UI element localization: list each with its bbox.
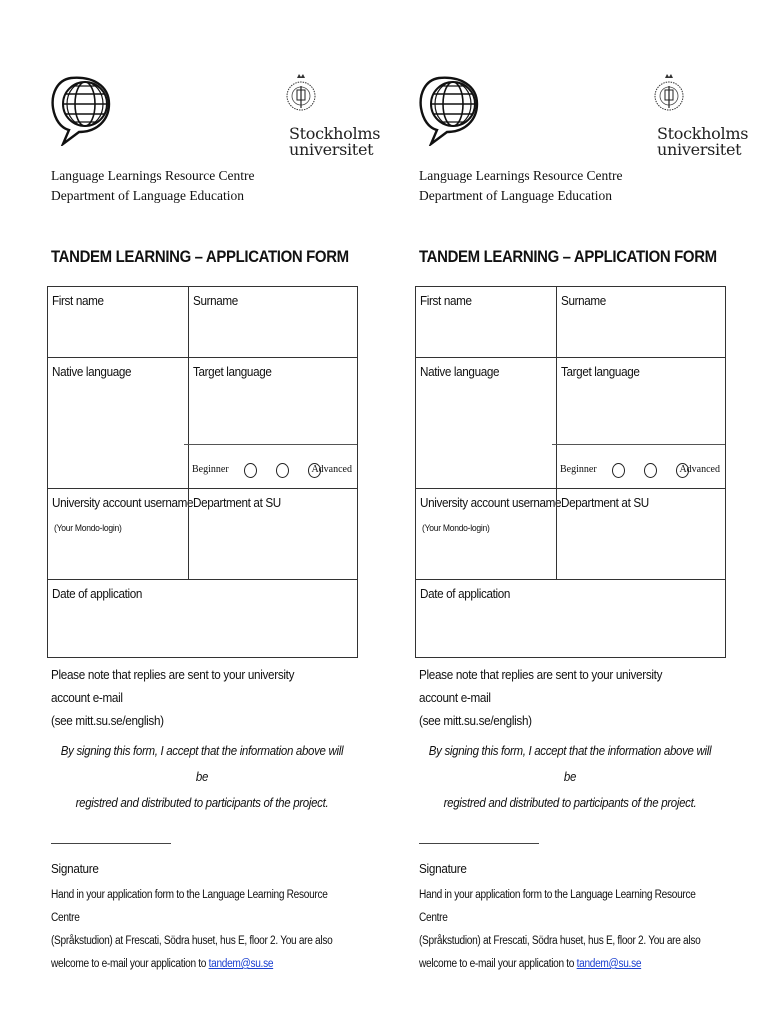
first-name-field[interactable]	[48, 287, 188, 357]
native-language-label: Native language	[52, 364, 132, 379]
signature-label: Signature	[51, 861, 99, 876]
language-level-scale	[560, 462, 720, 478]
wordmark-line1: Stockholms	[657, 124, 749, 143]
name-row	[48, 287, 357, 357]
name-row	[416, 287, 725, 357]
language-row	[416, 357, 725, 488]
date-label: Date of application	[52, 586, 143, 601]
account-row	[48, 488, 357, 579]
form-grid	[415, 286, 726, 658]
handin-line3-wrap	[419, 953, 718, 976]
reply-note	[51, 663, 330, 732]
advanced-label: Advanced	[311, 464, 352, 475]
date-label: Date of application	[420, 586, 511, 601]
username-hint: (Your Mondo-login)	[54, 523, 122, 534]
reply-note	[419, 663, 698, 732]
first-name-field[interactable]	[416, 287, 556, 357]
level-radio-2[interactable]	[276, 463, 289, 478]
department-label: Department at SU	[561, 495, 649, 510]
handin-line1: Hand in your application form to the Language Learning Resource Centre	[51, 889, 328, 924]
university-wordmark	[657, 126, 748, 158]
application-form-left	[47, 0, 381, 1024]
consent-statement	[427, 738, 712, 816]
form-title: TANDEM LEARNING – APPLICATION FORM	[419, 247, 717, 266]
hand-in-instructions	[51, 884, 350, 976]
email-link[interactable]: tandem@su.se	[208, 958, 274, 970]
date-row	[48, 579, 357, 657]
consent-statement	[59, 738, 344, 816]
application-form-right	[415, 0, 749, 1024]
consent-line1: By signing this form, I accept that the information above will be	[60, 744, 344, 784]
surname-field[interactable]	[188, 287, 357, 357]
username-label: University account username	[420, 495, 562, 510]
consent-line1: By signing this form, I accept that the information above will be	[428, 744, 712, 784]
username-field[interactable]	[48, 489, 194, 579]
date-row	[416, 579, 725, 657]
handin-line3-wrap	[51, 953, 350, 976]
dept-line2: Department of Language Education	[419, 188, 613, 203]
signature-label: Signature	[419, 861, 467, 876]
language-centre-logo-icon	[49, 74, 113, 146]
handin-line1: Hand in your application form to the Language Learning Resource Centre	[419, 889, 696, 924]
handin-line3: welcome to e-mail your application to	[51, 958, 209, 970]
date-field[interactable]	[48, 580, 357, 657]
department-heading	[51, 166, 255, 206]
dept-line1: Language Learnings Resource Centre	[51, 168, 255, 183]
university-seal-icon	[653, 72, 685, 122]
department-label: Department at SU	[193, 495, 281, 510]
level-radio-1[interactable]	[612, 463, 625, 478]
note-line2: (see mitt.su.se/english)	[419, 713, 532, 728]
native-language-label: Native language	[420, 364, 500, 379]
advanced-label: Advanced	[679, 464, 720, 475]
wordmark-line1: Stockholms	[289, 124, 381, 143]
level-divider	[184, 444, 357, 445]
dept-line2: Department of Language Education	[51, 188, 245, 203]
handin-line2: (Språkstudion) at Frescati, Södra huset, hus E, floor 2. You are also	[419, 935, 701, 947]
wordmark-line2: universitet	[289, 140, 374, 159]
username-field[interactable]	[416, 489, 562, 579]
target-language-label: Target language	[561, 364, 640, 379]
first-name-label: First name	[420, 293, 472, 308]
target-language-label: Target language	[193, 364, 272, 379]
username-label: University account username	[52, 495, 194, 510]
department-heading	[419, 166, 623, 206]
first-name-label: First name	[52, 293, 104, 308]
note-line1: Please note that replies are sent to your university account e-mail	[51, 667, 295, 705]
account-row	[416, 488, 725, 579]
form-grid	[47, 286, 358, 658]
surname-label: Surname	[561, 293, 606, 308]
department-field[interactable]	[556, 489, 725, 579]
date-field[interactable]	[416, 580, 725, 657]
university-wordmark	[289, 126, 380, 158]
beginner-label: Beginner	[192, 464, 229, 475]
level-radio-2[interactable]	[644, 463, 657, 478]
language-level-scale	[192, 462, 352, 478]
username-hint: (Your Mondo-login)	[422, 523, 490, 534]
level-radio-1[interactable]	[244, 463, 257, 478]
level-divider	[552, 444, 725, 445]
email-link[interactable]: tandem@su.se	[576, 958, 642, 970]
form-title: TANDEM LEARNING – APPLICATION FORM	[51, 247, 349, 266]
language-row	[48, 357, 357, 488]
surname-field[interactable]	[556, 287, 725, 357]
beginner-label: Beginner	[560, 464, 597, 475]
consent-line2: registred and distributed to participants of the project.	[75, 796, 329, 810]
dept-line1: Language Learnings Resource Centre	[419, 168, 623, 183]
signature-line[interactable]	[419, 843, 539, 844]
native-language-field[interactable]	[48, 358, 188, 488]
department-field[interactable]	[188, 489, 357, 579]
hand-in-instructions	[419, 884, 718, 976]
consent-line2: registred and distributed to participants of the project.	[443, 796, 697, 810]
language-centre-logo-icon	[417, 74, 481, 146]
signature-line[interactable]	[51, 843, 171, 844]
wordmark-line2: universitet	[657, 140, 742, 159]
handin-line2: (Språkstudion) at Frescati, Södra huset, hus E, floor 2. You are also	[51, 935, 333, 947]
handin-line3: welcome to e-mail your application to	[419, 958, 577, 970]
note-line1: Please note that replies are sent to your university account e-mail	[419, 667, 663, 705]
native-language-field[interactable]	[416, 358, 556, 488]
note-line2: (see mitt.su.se/english)	[51, 713, 164, 728]
university-seal-icon	[285, 72, 317, 122]
surname-label: Surname	[193, 293, 238, 308]
